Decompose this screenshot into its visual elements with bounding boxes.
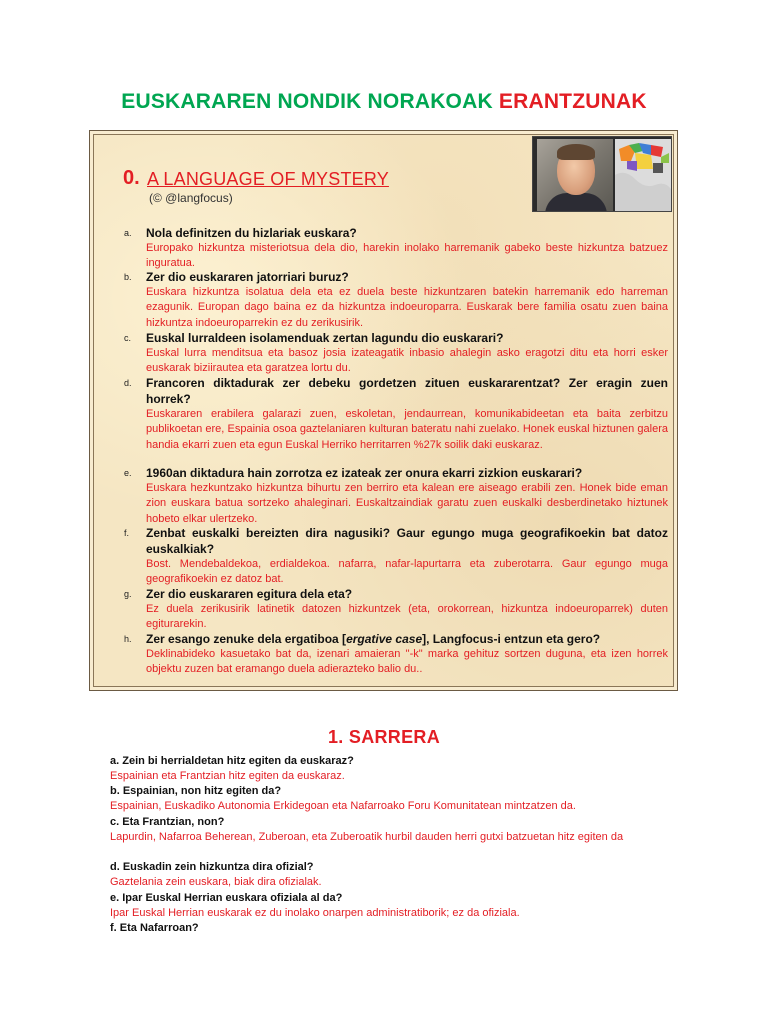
qa-item-h <box>124 631 668 678</box>
answer: Espainian eta Frantzian hitz egiten da euskaraz. <box>110 770 345 782</box>
document-title-main: EUSKARAREN NONDIK NORAKOAK <box>121 90 493 113</box>
question: a. Zein bi herrialdetan hitz egiten da euskaraz? <box>110 755 354 767</box>
answer: Espainian, Euskadiko Autonomia Erkidegoan eta Nafarroako Foru Komunitatean mintzatzen da. <box>110 800 576 812</box>
item-letter: f. <box>124 528 130 538</box>
question: Francoren diktadurak zer debeku gordetzen zituen euskararentzat? Zer eragin zuen horrek? <box>146 376 668 406</box>
section0-title: A LANGUAGE OF MYSTERY <box>147 169 389 189</box>
question: e. Ipar Euskal Herrian euskara ofiziala al da? <box>110 892 343 904</box>
section1-title: 1. SARRERA <box>327 727 441 747</box>
sarrera-item-d <box>110 860 660 890</box>
item-letter: a. <box>124 228 132 238</box>
map-icon <box>615 139 671 211</box>
document-title-answers: ERANTZUNAK <box>498 90 647 113</box>
item-letter: b. <box>124 272 132 282</box>
item-letter: c. <box>124 333 132 343</box>
question-emphasis: ergative case <box>346 632 423 646</box>
section0-credit: (© @langfocus) <box>149 191 233 205</box>
qa-item-f <box>124 525 668 588</box>
item-letter: e. <box>124 468 132 478</box>
answer: Euskararen erabilera galarazi zuen, eskoletan, jendaurrean, komunikabideetan eta baita zerbitzu publikoetan ere, Espainia osoa gaztelaniaren kulturan bateratu nahi zuelako. Honek euskal hiztunen galera handia ekarri zuen eta egun Euskal Herriko herritarren %27k soilik daki euskaraz. <box>146 408 668 451</box>
question: Zer dio euskararen egitura dela eta? <box>146 587 353 601</box>
question: f. Eta Nafarroan? <box>110 922 199 934</box>
answer: Euskal lurra menditsua eta basoz josia izateagatik inbasio ahalegin asko eragotzi ditu eta horri esker euskarak biziirautea eta garatzea lortu du. <box>146 347 668 375</box>
answer: Gaztelania zein euskara, biak dira ofizialak. <box>110 876 322 888</box>
question: d. Euskadin zein hizkuntza dira ofizial? <box>110 861 314 873</box>
qa-item-a <box>124 225 668 272</box>
question: Nola definitzen du hizlariak euskara? <box>146 226 357 240</box>
question: b. Espainian, non hitz egiten da? <box>110 785 282 797</box>
answer: Lapurdin, Nafarroa Beherean, Zuberoan, eta Zuberoatik hurbil dauden herri gutxi batzuetan hitz egiten da <box>110 831 624 843</box>
document-title <box>0 90 768 114</box>
question-part: ], Langfocus-i entzun eta gero? <box>422 632 601 646</box>
basque-map-image <box>615 139 671 211</box>
section0-number: 0. <box>123 167 140 189</box>
answer: Deklinabideko kasuetako bat da, izenari amaieran "-k" marka gehituz sortzen duguna, eta izen horrek objektu zuzen bat eramango duela adierazteko balio du.. <box>146 648 668 676</box>
answer: Ipar Euskal Herrian euskarak ez du inolako onarpen administratiborik; ez da ofiziala. <box>110 907 520 919</box>
question: Euskal lurraldeen isolamenduak zertan lagundu dio euskarari? <box>146 331 504 345</box>
answer: Ez duela zerikusirik latinetik datozen hizkuntzek (eta, orokorrean, hizkuntza indoeuroparrek) duten egiturarekin. <box>146 603 668 631</box>
qa-item-c <box>124 330 668 377</box>
answer: Bost. Mendebaldekoa, erdialdekoa. nafarra, nafar-lapurtarra eta zuberotarra. Gaur egungo muga geografikoekin ez datoz bat. <box>146 558 668 586</box>
item-letter: h. <box>124 634 132 644</box>
qa-item-b <box>124 269 668 331</box>
sarrera-item-a <box>110 754 660 784</box>
question: 1960an diktadura hain zorrotza ez izateak zer onura ekarri zizkion euskarari? <box>146 466 583 480</box>
answer: Euskara hezkuntzako hizkuntza bihurtu zen berriro eta kalean ere aiseago erabili zen. Honek bide eman zion euskara batua sortzeko ahaleginari. Euskaltzaindiak garatu zuen euskalki desberdinetako hiztunek hobeto elkar ulertzeko. <box>146 482 668 525</box>
question: Zer dio euskararen jatorriari buruz? <box>146 270 349 284</box>
sarrera-item-c <box>110 815 660 845</box>
qa-item-e <box>124 465 668 527</box>
sarrera-item-e <box>110 891 660 921</box>
answer: Europako hizkuntza misteriotsua dela dio, harekin inolako harremanik gabeko beste hizkuntza batzuez inguratua. <box>146 242 668 270</box>
question-part: Zer esango zenuke dela ergatiboa [ <box>146 632 347 646</box>
qa-item-g <box>124 586 668 633</box>
video-thumbnail <box>532 136 672 212</box>
qa-item-d <box>124 375 668 453</box>
presenter-image <box>537 139 613 211</box>
sarrera-item-f <box>110 921 660 936</box>
item-letter: d. <box>124 378 132 388</box>
item-letter: g. <box>124 589 132 599</box>
question: c. Eta Frantzian, non? <box>110 816 225 828</box>
question: Zenbat euskalki bereizten dira nagusiki? Gaur egungo muga geografikoekin bat datoz euskalkiak? <box>146 526 668 556</box>
answer: Euskara hizkuntza isolatua dela eta ez duela beste hizkuntzaren batekin harremanik edo harreman ezagunik. Europan dago baina ez da hizkuntza indoeuroparra. Euskarak bere familia osatu zuen baina hizkuntza indoeuroparrekin ez du zerikusirik. <box>146 286 668 329</box>
question <box>146 631 668 647</box>
sarrera-item-b <box>110 784 660 814</box>
